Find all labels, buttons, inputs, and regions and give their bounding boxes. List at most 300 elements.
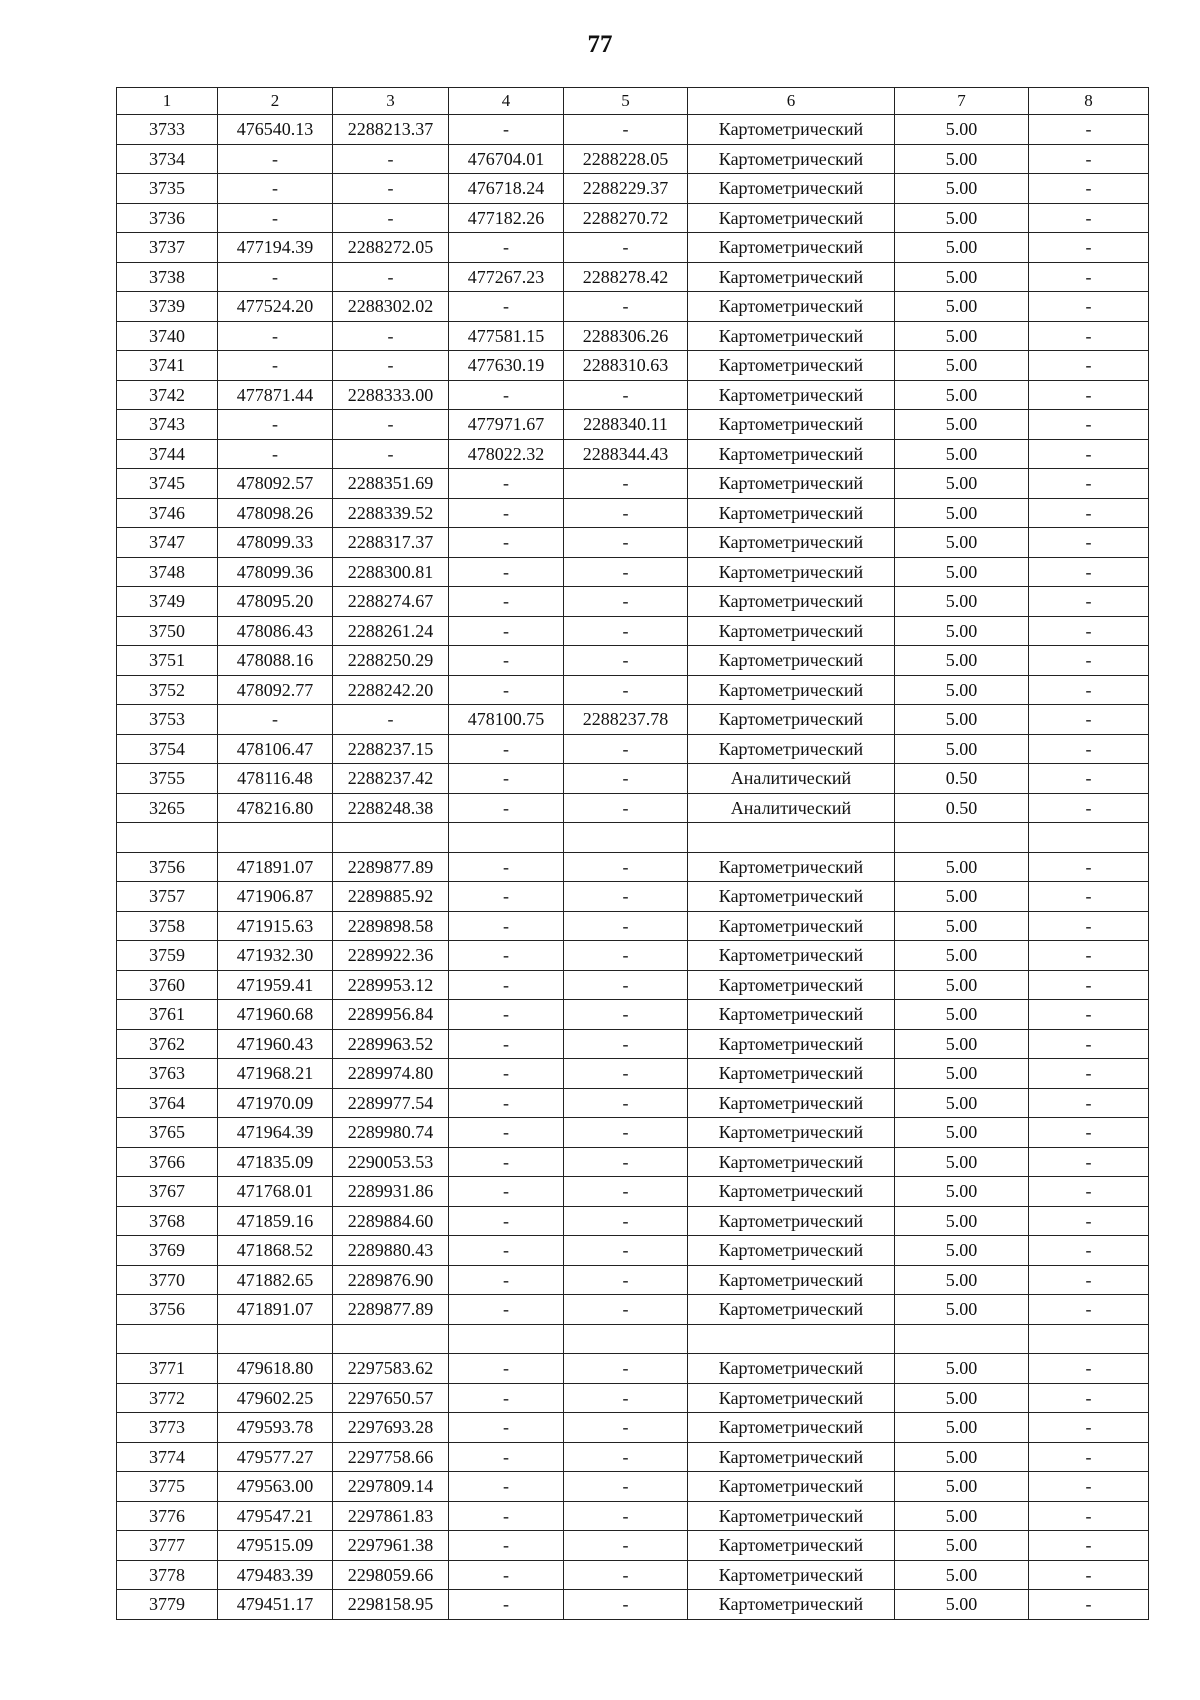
point-number-cell: 3767	[117, 1177, 218, 1207]
y-coordinate-alt-cell: -	[564, 115, 688, 145]
x-coordinate-alt-cell: -	[449, 1059, 564, 1089]
y-coordinate-cell: 2289877.89	[333, 1295, 449, 1325]
y-coordinate-alt-cell: -	[564, 1029, 688, 1059]
note-cell: -	[1029, 1147, 1149, 1177]
table-row	[117, 852, 1149, 882]
method-cell: Аналитический	[688, 793, 895, 823]
x-coordinate-cell: 471859.16	[218, 1206, 333, 1236]
y-coordinate-alt-cell: -	[564, 646, 688, 676]
x-coordinate-alt-cell: -	[449, 233, 564, 263]
x-coordinate-alt-cell: -	[449, 616, 564, 646]
x-coordinate-cell: 471959.41	[218, 970, 333, 1000]
note-cell: -	[1029, 970, 1149, 1000]
accuracy-cell: 5.00	[895, 1000, 1029, 1030]
separator-row	[117, 823, 1149, 853]
y-coordinate-alt-cell: -	[564, 1383, 688, 1413]
y-coordinate-cell: 2288272.05	[333, 233, 449, 263]
method-cell: Картометрический	[688, 734, 895, 764]
method-cell: Картометрический	[688, 174, 895, 204]
note-cell: -	[1029, 941, 1149, 971]
y-coordinate-cell: 2288302.02	[333, 292, 449, 322]
point-number-cell: 3777	[117, 1531, 218, 1561]
accuracy-cell: 5.00	[895, 675, 1029, 705]
table-row	[117, 1206, 1149, 1236]
note-cell: -	[1029, 439, 1149, 469]
y-coordinate-cell: 2297961.38	[333, 1531, 449, 1561]
note-cell: -	[1029, 1059, 1149, 1089]
y-coordinate-cell: 2289953.12	[333, 970, 449, 1000]
note-cell: -	[1029, 1265, 1149, 1295]
table-row	[117, 705, 1149, 735]
note-cell: -	[1029, 528, 1149, 558]
method-cell: Картометрический	[688, 1147, 895, 1177]
accuracy-cell: 5.00	[895, 616, 1029, 646]
note-cell: -	[1029, 1354, 1149, 1384]
table-row	[117, 587, 1149, 617]
y-coordinate-cell: 2288333.00	[333, 380, 449, 410]
table-row	[117, 469, 1149, 499]
table-row	[117, 1000, 1149, 1030]
table-row	[117, 1560, 1149, 1590]
point-number-cell: 3265	[117, 793, 218, 823]
table-row	[117, 911, 1149, 941]
method-cell: Картометрический	[688, 941, 895, 971]
x-coordinate-alt-cell: -	[449, 557, 564, 587]
x-coordinate-cell: 479547.21	[218, 1501, 333, 1531]
table-row	[117, 764, 1149, 794]
y-coordinate-cell: 2289980.74	[333, 1118, 449, 1148]
accuracy-cell: 5.00	[895, 941, 1029, 971]
y-coordinate-cell: 2289956.84	[333, 1000, 449, 1030]
y-coordinate-cell: 2288237.15	[333, 734, 449, 764]
x-coordinate-alt-cell: -	[449, 1590, 564, 1620]
y-coordinate-cell: -	[333, 262, 449, 292]
table-row	[117, 793, 1149, 823]
note-cell: -	[1029, 292, 1149, 322]
note-cell: -	[1029, 1531, 1149, 1561]
x-coordinate-cell: -	[218, 321, 333, 351]
note-cell: -	[1029, 380, 1149, 410]
y-coordinate-cell: 2288351.69	[333, 469, 449, 499]
x-coordinate-cell: 478106.47	[218, 734, 333, 764]
y-coordinate-alt-cell: -	[564, 1177, 688, 1207]
x-coordinate-cell: 479451.17	[218, 1590, 333, 1620]
x-coordinate-alt-cell: -	[449, 528, 564, 558]
accuracy-cell: 5.00	[895, 705, 1029, 735]
header-row	[117, 88, 1149, 115]
table-row	[117, 1295, 1149, 1325]
y-coordinate-cell: 2288242.20	[333, 675, 449, 705]
note-cell: -	[1029, 1118, 1149, 1148]
point-number-cell: 3766	[117, 1147, 218, 1177]
x-coordinate-alt-cell: -	[449, 793, 564, 823]
method-cell: Картометрический	[688, 351, 895, 381]
point-number-cell: 3747	[117, 528, 218, 558]
accuracy-cell: 5.00	[895, 174, 1029, 204]
x-coordinate-cell: 479563.00	[218, 1472, 333, 1502]
table-row	[117, 1029, 1149, 1059]
y-coordinate-cell: 2288213.37	[333, 115, 449, 145]
table-row	[117, 1413, 1149, 1443]
x-coordinate-alt-cell: -	[449, 970, 564, 1000]
x-coordinate-alt-cell: -	[449, 1000, 564, 1030]
accuracy-cell: 5.00	[895, 1295, 1029, 1325]
method-cell: Картометрический	[688, 144, 895, 174]
column-header: 4	[449, 88, 564, 115]
x-coordinate-alt-cell: -	[449, 115, 564, 145]
note-cell: -	[1029, 852, 1149, 882]
x-coordinate-cell: -	[218, 262, 333, 292]
y-coordinate-cell: 2297758.66	[333, 1442, 449, 1472]
method-cell: Картометрический	[688, 292, 895, 322]
x-coordinate-cell: 471960.43	[218, 1029, 333, 1059]
y-coordinate-cell: -	[333, 351, 449, 381]
note-cell: -	[1029, 262, 1149, 292]
x-coordinate-alt-cell: -	[449, 1295, 564, 1325]
page-number: 77	[587, 31, 613, 58]
x-coordinate-cell: 478095.20	[218, 587, 333, 617]
table-row	[117, 1118, 1149, 1148]
point-number-cell: 3743	[117, 410, 218, 440]
y-coordinate-alt-cell: -	[564, 1560, 688, 1590]
y-coordinate-alt-cell: -	[564, 1501, 688, 1531]
point-number-cell: 3762	[117, 1029, 218, 1059]
note-cell: -	[1029, 351, 1149, 381]
method-cell: Картометрический	[688, 498, 895, 528]
note-cell: -	[1029, 1442, 1149, 1472]
method-cell: Картометрический	[688, 380, 895, 410]
column-header: 6	[688, 88, 895, 115]
y-coordinate-cell: 2288250.29	[333, 646, 449, 676]
y-coordinate-cell: 2289963.52	[333, 1029, 449, 1059]
note-cell: -	[1029, 321, 1149, 351]
note-cell: -	[1029, 675, 1149, 705]
y-coordinate-alt-cell: -	[564, 1118, 688, 1148]
x-coordinate-alt-cell: -	[449, 1383, 564, 1413]
accuracy-cell: 5.00	[895, 115, 1029, 145]
table-row	[117, 1265, 1149, 1295]
point-number-cell: 3733	[117, 115, 218, 145]
method-cell: Картометрический	[688, 557, 895, 587]
y-coordinate-alt-cell: -	[564, 1206, 688, 1236]
y-coordinate-alt-cell: 2288229.37	[564, 174, 688, 204]
note-cell: -	[1029, 174, 1149, 204]
point-number-cell: 3774	[117, 1442, 218, 1472]
y-coordinate-alt-cell: -	[564, 1531, 688, 1561]
accuracy-cell: 5.00	[895, 1088, 1029, 1118]
note-cell: -	[1029, 1000, 1149, 1030]
method-cell: Картометрический	[688, 646, 895, 676]
point-number-cell: 3778	[117, 1560, 218, 1590]
y-coordinate-cell: 2289877.89	[333, 852, 449, 882]
y-coordinate-cell: 2290053.53	[333, 1147, 449, 1177]
y-coordinate-alt-cell: -	[564, 380, 688, 410]
y-coordinate-cell: -	[333, 174, 449, 204]
y-coordinate-alt-cell: -	[564, 1265, 688, 1295]
table-row	[117, 1059, 1149, 1089]
y-coordinate-cell: 2297861.83	[333, 1501, 449, 1531]
x-coordinate-cell: 471891.07	[218, 852, 333, 882]
table-row	[117, 1177, 1149, 1207]
x-coordinate-alt-cell	[449, 1324, 564, 1354]
x-coordinate-cell: -	[218, 410, 333, 440]
x-coordinate-alt-cell: -	[449, 941, 564, 971]
x-coordinate-cell: 478092.57	[218, 469, 333, 499]
y-coordinate-cell: 2297650.57	[333, 1383, 449, 1413]
x-coordinate-alt-cell: 477267.23	[449, 262, 564, 292]
accuracy-cell: 5.00	[895, 1413, 1029, 1443]
x-coordinate-alt-cell: -	[449, 1265, 564, 1295]
point-number-cell: 3763	[117, 1059, 218, 1089]
table-body	[117, 88, 1149, 1620]
x-coordinate-cell: 479618.80	[218, 1354, 333, 1384]
y-coordinate-cell: 2288248.38	[333, 793, 449, 823]
accuracy-cell: 0.50	[895, 793, 1029, 823]
table-row	[117, 1383, 1149, 1413]
accuracy-cell: 5.00	[895, 439, 1029, 469]
y-coordinate-alt-cell: -	[564, 528, 688, 558]
accuracy-cell: 5.00	[895, 1118, 1029, 1148]
y-coordinate-alt-cell: -	[564, 1295, 688, 1325]
y-coordinate-alt-cell: -	[564, 1236, 688, 1266]
column-header: 8	[1029, 88, 1149, 115]
y-coordinate-alt-cell: 2288270.72	[564, 203, 688, 233]
method-cell: Картометрический	[688, 1590, 895, 1620]
note-cell: -	[1029, 793, 1149, 823]
method-cell: Картометрический	[688, 1295, 895, 1325]
accuracy-cell: 5.00	[895, 1354, 1029, 1384]
x-coordinate-alt-cell: -	[449, 587, 564, 617]
accuracy-cell: 0.50	[895, 764, 1029, 794]
note-cell: -	[1029, 1590, 1149, 1620]
accuracy-cell: 5.00	[895, 203, 1029, 233]
accuracy-cell: 5.00	[895, 852, 1029, 882]
x-coordinate-alt-cell: -	[449, 1354, 564, 1384]
note-cell: -	[1029, 587, 1149, 617]
point-number-cell: 3741	[117, 351, 218, 381]
x-coordinate-cell: -	[218, 174, 333, 204]
x-coordinate-cell: 479602.25	[218, 1383, 333, 1413]
x-coordinate-alt-cell: -	[449, 1147, 564, 1177]
x-coordinate-cell: 471835.09	[218, 1147, 333, 1177]
point-number-cell: 3749	[117, 587, 218, 617]
table-row	[117, 144, 1149, 174]
note-cell: -	[1029, 911, 1149, 941]
method-cell: Картометрический	[688, 587, 895, 617]
x-coordinate-alt-cell: 477581.15	[449, 321, 564, 351]
table-row	[117, 528, 1149, 558]
point-number-cell: 3752	[117, 675, 218, 705]
x-coordinate-alt-cell: -	[449, 380, 564, 410]
note-cell: -	[1029, 1383, 1149, 1413]
point-number-cell: 3756	[117, 852, 218, 882]
accuracy-cell: 5.00	[895, 1177, 1029, 1207]
method-cell: Картометрический	[688, 1501, 895, 1531]
y-coordinate-cell: 2288237.42	[333, 764, 449, 794]
table-row	[117, 1147, 1149, 1177]
method-cell: Картометрический	[688, 970, 895, 1000]
x-coordinate-alt-cell: -	[449, 1206, 564, 1236]
point-number-cell: 3765	[117, 1118, 218, 1148]
x-coordinate-alt-cell: 477630.19	[449, 351, 564, 381]
point-number-cell: 3754	[117, 734, 218, 764]
y-coordinate-alt-cell: -	[564, 734, 688, 764]
x-coordinate-alt-cell: -	[449, 1501, 564, 1531]
x-coordinate-cell: 478086.43	[218, 616, 333, 646]
accuracy-cell: 5.00	[895, 1265, 1029, 1295]
method-cell: Картометрический	[688, 1413, 895, 1443]
point-number-cell: 3779	[117, 1590, 218, 1620]
accuracy-cell	[895, 823, 1029, 853]
y-coordinate-alt-cell: -	[564, 1590, 688, 1620]
x-coordinate-alt-cell: -	[449, 764, 564, 794]
y-coordinate-alt-cell: -	[564, 1354, 688, 1384]
y-coordinate-alt-cell: 2288278.42	[564, 262, 688, 292]
table-row	[117, 616, 1149, 646]
x-coordinate-alt-cell: -	[449, 1177, 564, 1207]
method-cell: Аналитический	[688, 764, 895, 794]
note-cell: -	[1029, 498, 1149, 528]
accuracy-cell: 5.00	[895, 587, 1029, 617]
x-coordinate-cell: 479483.39	[218, 1560, 333, 1590]
y-coordinate-alt-cell: 2288306.26	[564, 321, 688, 351]
point-number-cell: 3742	[117, 380, 218, 410]
point-number-cell: 3734	[117, 144, 218, 174]
accuracy-cell: 5.00	[895, 351, 1029, 381]
accuracy-cell: 5.00	[895, 469, 1029, 499]
note-cell	[1029, 1324, 1149, 1354]
x-coordinate-cell: 478099.33	[218, 528, 333, 558]
x-coordinate-cell: 478088.16	[218, 646, 333, 676]
y-coordinate-alt-cell: -	[564, 911, 688, 941]
method-cell: Картометрический	[688, 1206, 895, 1236]
y-coordinate-alt-cell: -	[564, 1442, 688, 1472]
accuracy-cell: 5.00	[895, 528, 1029, 558]
x-coordinate-cell: 477871.44	[218, 380, 333, 410]
x-coordinate-cell: 471970.09	[218, 1088, 333, 1118]
y-coordinate-cell: 2289931.86	[333, 1177, 449, 1207]
method-cell: Картометрический	[688, 1177, 895, 1207]
point-number-cell: 3770	[117, 1265, 218, 1295]
x-coordinate-cell	[218, 823, 333, 853]
method-cell: Картометрический	[688, 1265, 895, 1295]
y-coordinate-alt-cell: -	[564, 557, 688, 587]
x-coordinate-alt-cell: -	[449, 1029, 564, 1059]
y-coordinate-cell: 2289880.43	[333, 1236, 449, 1266]
x-coordinate-alt-cell: -	[449, 292, 564, 322]
method-cell: Картометрический	[688, 616, 895, 646]
x-coordinate-alt-cell: -	[449, 646, 564, 676]
method-cell: Картометрический	[688, 705, 895, 735]
y-coordinate-cell: -	[333, 203, 449, 233]
method-cell: Картометрический	[688, 1236, 895, 1266]
point-number-cell: 3757	[117, 882, 218, 912]
x-coordinate-alt-cell: -	[449, 1413, 564, 1443]
column-header: 5	[564, 88, 688, 115]
y-coordinate-alt-cell: 2288228.05	[564, 144, 688, 174]
y-coordinate-cell: 2288274.67	[333, 587, 449, 617]
note-cell: -	[1029, 646, 1149, 676]
accuracy-cell: 5.00	[895, 882, 1029, 912]
method-cell	[688, 823, 895, 853]
point-number-cell	[117, 823, 218, 853]
x-coordinate-cell: 471968.21	[218, 1059, 333, 1089]
method-cell: Картометрический	[688, 233, 895, 263]
point-number-cell: 3764	[117, 1088, 218, 1118]
x-coordinate-alt-cell	[449, 823, 564, 853]
point-number-cell: 3773	[117, 1413, 218, 1443]
y-coordinate-cell: -	[333, 410, 449, 440]
method-cell: Картометрический	[688, 1059, 895, 1089]
method-cell: Картометрический	[688, 410, 895, 440]
point-number-cell: 3745	[117, 469, 218, 499]
accuracy-cell	[895, 1324, 1029, 1354]
note-cell: -	[1029, 557, 1149, 587]
table-row	[117, 233, 1149, 263]
y-coordinate-alt-cell: -	[564, 292, 688, 322]
point-number-cell: 3755	[117, 764, 218, 794]
note-cell: -	[1029, 1029, 1149, 1059]
x-coordinate-cell: 471906.87	[218, 882, 333, 912]
method-cell: Картометрический	[688, 852, 895, 882]
note-cell: -	[1029, 1206, 1149, 1236]
y-coordinate-alt-cell: -	[564, 469, 688, 499]
x-coordinate-cell: 479577.27	[218, 1442, 333, 1472]
x-coordinate-alt-cell: 478100.75	[449, 705, 564, 735]
method-cell: Картометрический	[688, 1029, 895, 1059]
x-coordinate-alt-cell: -	[449, 1531, 564, 1561]
point-number-cell: 3740	[117, 321, 218, 351]
y-coordinate-cell: 2297693.28	[333, 1413, 449, 1443]
note-cell: -	[1029, 1295, 1149, 1325]
table-row	[117, 498, 1149, 528]
x-coordinate-alt-cell: -	[449, 911, 564, 941]
y-coordinate-alt-cell: -	[564, 882, 688, 912]
y-coordinate-cell: 2289977.54	[333, 1088, 449, 1118]
x-coordinate-alt-cell: 477182.26	[449, 203, 564, 233]
note-cell: -	[1029, 616, 1149, 646]
x-coordinate-cell: -	[218, 144, 333, 174]
table-row	[117, 882, 1149, 912]
point-number-cell: 3756	[117, 1295, 218, 1325]
note-cell: -	[1029, 764, 1149, 794]
y-coordinate-alt-cell: -	[564, 1000, 688, 1030]
x-coordinate-cell: 471932.30	[218, 941, 333, 971]
method-cell: Картометрический	[688, 1560, 895, 1590]
note-cell: -	[1029, 1501, 1149, 1531]
accuracy-cell: 5.00	[895, 1531, 1029, 1561]
accuracy-cell: 5.00	[895, 557, 1029, 587]
x-coordinate-alt-cell: -	[449, 1118, 564, 1148]
accuracy-cell: 5.00	[895, 321, 1029, 351]
y-coordinate-alt-cell: 2288340.11	[564, 410, 688, 440]
y-coordinate-cell: 2288317.37	[333, 528, 449, 558]
note-cell: -	[1029, 1088, 1149, 1118]
y-coordinate-cell	[333, 823, 449, 853]
point-number-cell: 3748	[117, 557, 218, 587]
note-cell: -	[1029, 1413, 1149, 1443]
y-coordinate-alt-cell: -	[564, 1147, 688, 1177]
column-header: 1	[117, 88, 218, 115]
table-row	[117, 1236, 1149, 1266]
method-cell: Картометрический	[688, 1354, 895, 1384]
accuracy-cell: 5.00	[895, 292, 1029, 322]
table-row	[117, 1442, 1149, 1472]
x-coordinate-alt-cell: -	[449, 1236, 564, 1266]
x-coordinate-alt-cell: -	[449, 734, 564, 764]
point-number-cell: 3761	[117, 1000, 218, 1030]
table-row	[117, 439, 1149, 469]
